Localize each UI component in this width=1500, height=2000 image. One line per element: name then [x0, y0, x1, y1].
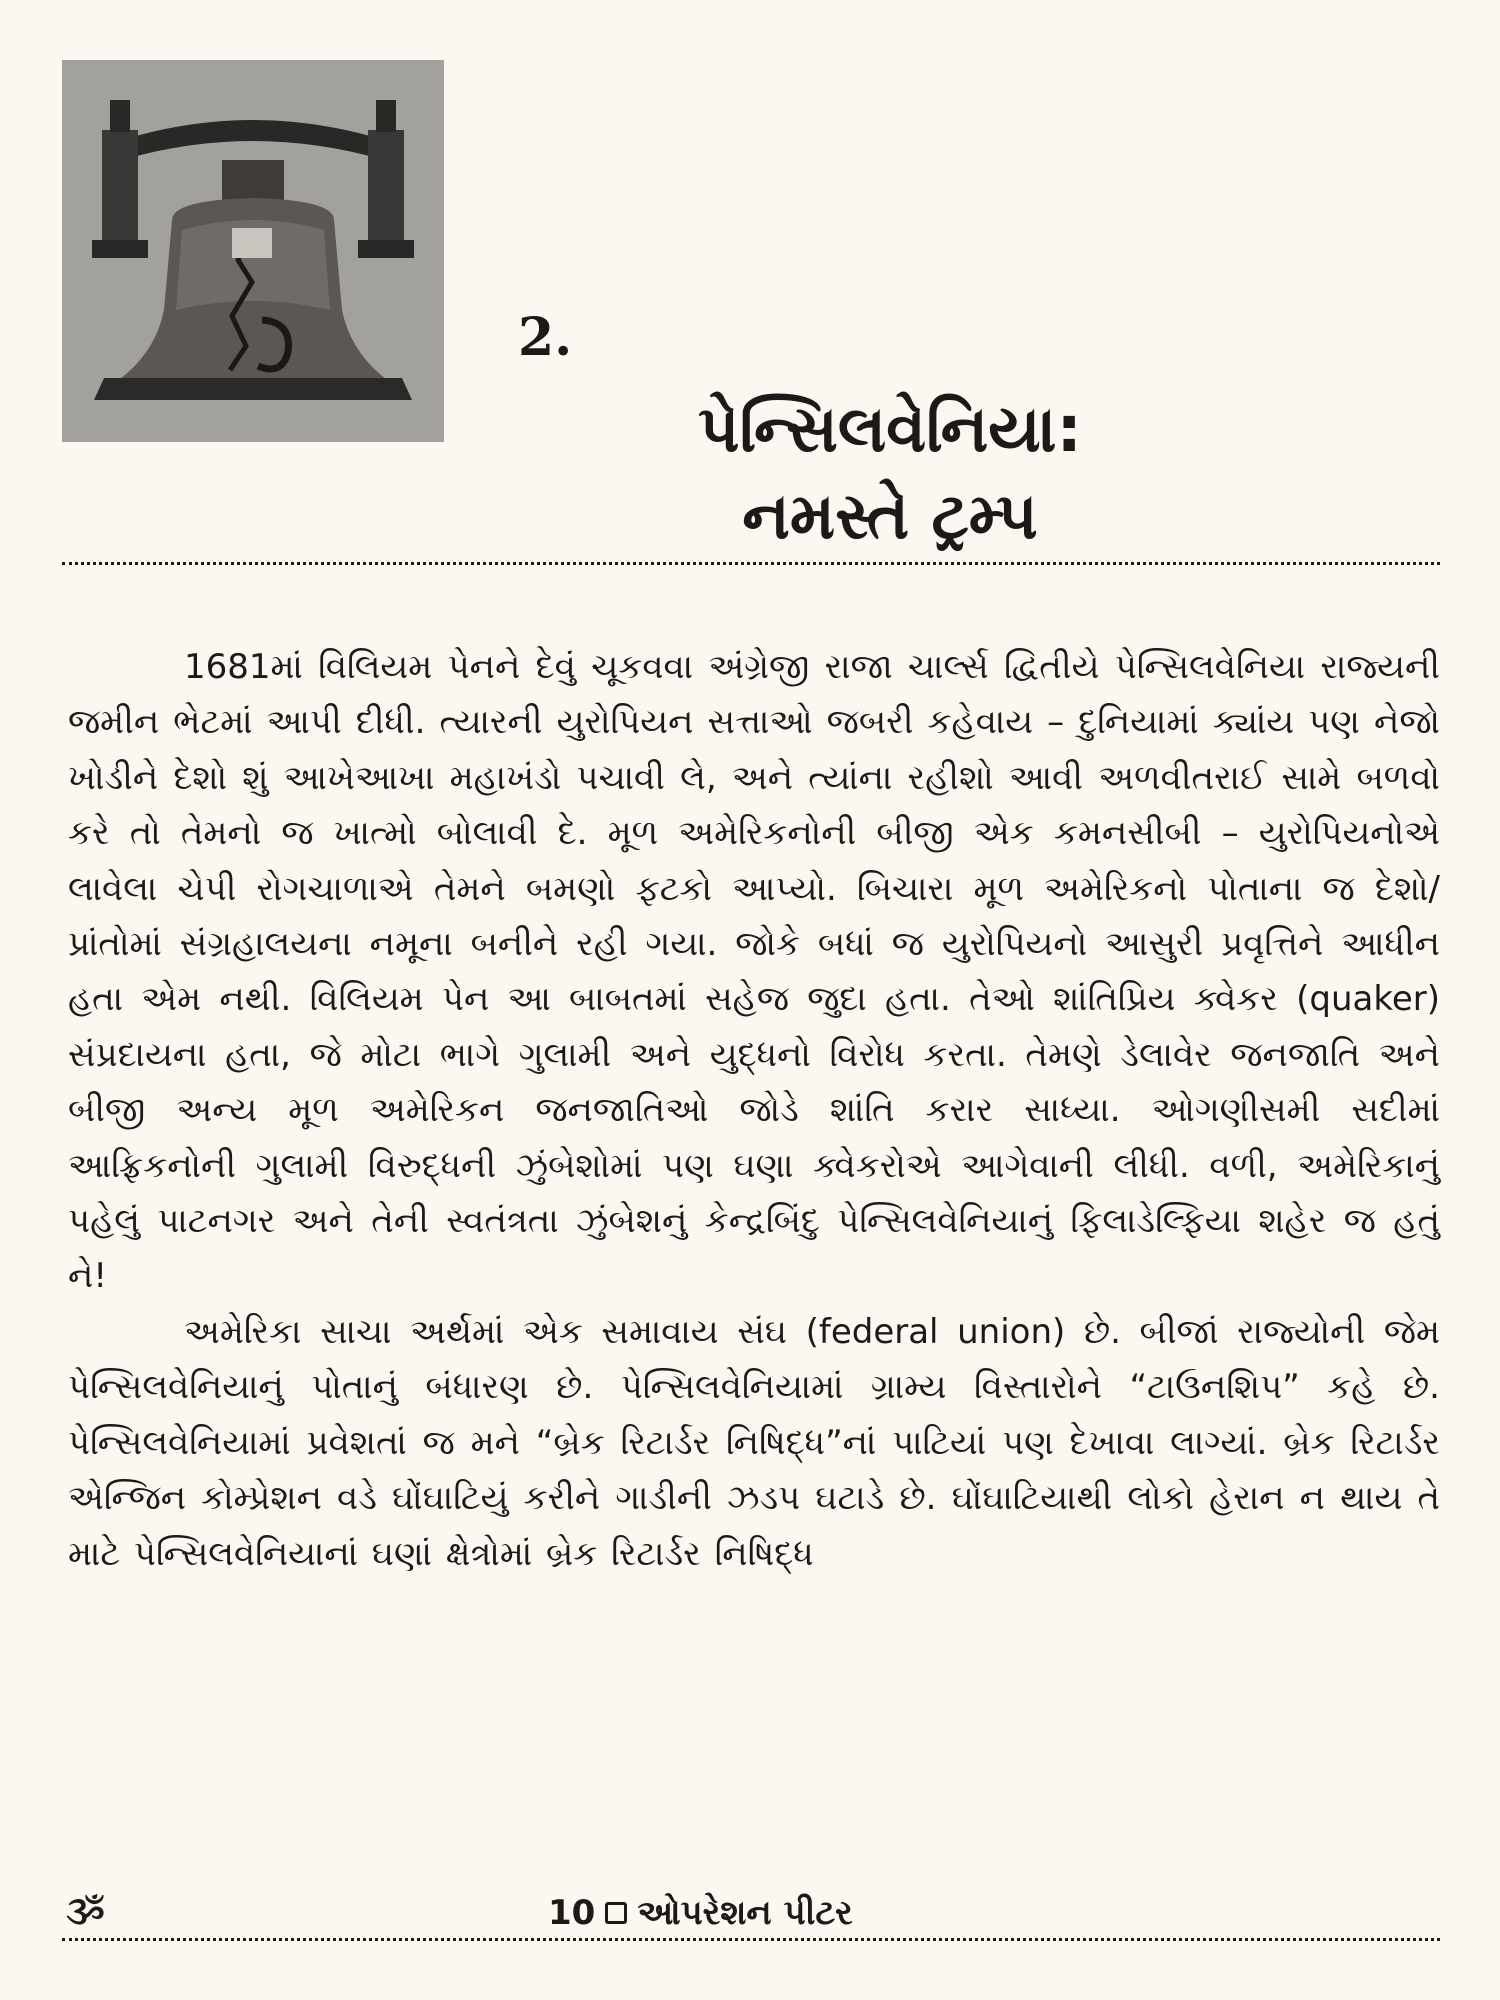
square-icon [605, 1902, 627, 1924]
chapter-title [440, 392, 1340, 556]
heading-divider [62, 562, 1440, 565]
chapter-body [68, 640, 1440, 1582]
liberty-bell-icon [62, 60, 444, 442]
footer-om-symbol: ૐ [66, 1891, 105, 1933]
chapter-number: 2. [518, 307, 573, 368]
paragraph: 1681માં વિલિયમ પેનને દેવું ચૂકવવા અંગ્રેજી રાજા ચાર્લ્સ દ્વિતીયે પેન્સિલવેનિયા રાજ્યની જમીન ભેટમાં આપી દીધી. ત્યારની યુરોપિયન સત્તાઓ જબરી કહેવાય – દુનિયામાં ક્યાંય પણ નેજો ખોડીને દેશો શું આખેઆખા મહાખંડો પચાવી લે, અને ત્યાંના રહીશો આવી અળવીતરાઈ સામે બળવો કરે તો તેમનો જ ખાત્મો બોલાવી દે. મૂળ અમેરિકનોની બીજી એક કમનસીબી – યુરોપિયનોએ લાવેલા ચેપી રોગચાળાએ તેમને બમણો ફટકો આપ્યો. બિચારા મૂળ અમેરિકનો પોતાના જ દેશો/પ્રાંતોમાં સંગ્રહાલયના નમૂના બનીને રહી ગયા. જોકે બધાં જ યુરોપિયનો આસુરી પ્રવૃત્તિને આધીન હતા એમ નથી. વિલિયમ પેન આ બાબતમાં સહેજ જુદા હતા. તેઓ શાંતિપ્રિય ક્વેકર (quaker) સંપ્રદાયના હતા, જે મોટા ભાગે ગુલામી અને યુદ્ધનો વિરોધ કરતા. તેમણે ડેલાવેર જનજાતિ અને બીજી અન્ય મૂળ અમેરિકન જનજાતિઓ જોડે શાંતિ કરાર સાધ્યા. ઓગણીસમી સદીમાં આફ્રિકનોની ગુલામી વિરુદ્ધની ઝુંબેશોમાં પણ ઘણા ક્વેકરોએ આગેવાની લીધી. વળી, અમેરિકાનું પહેલું પાટનગર અને તેની સ્વતંત્રતા ઝુંબેશનું કેન્દ્રબિંદુ પેન્સિલવેનિયાનું ફિલાડેલ્ફિયા શહેર જ હતું ને! [68, 647, 1440, 1297]
book-title: ઓપરેશન પીટર [637, 1893, 853, 1933]
page-number: 10 [548, 1893, 596, 1933]
chapter-title-line-2: નમસ્તે ટ્રમ્પ [742, 479, 1038, 554]
chapter-title-line-1: પેન્સિલવેનિયા: [698, 393, 1082, 467]
page-footer [548, 1893, 853, 1933]
footer-divider [62, 1938, 1440, 1941]
paragraph: અમેરિકા સાચા અર્થમાં એક સમાવાય સંઘ (federal union) છે. બીજાં રાજ્યોની જેમ પેન્સિલવેનિયાનું પોતાનું બંધારણ છે. પેન્સિલવેનિયામાં ગ્રામ્ય વિસ્તારોને “ટાઉનશિપ” કહે છે. પેન્સિલવેનિયામાં પ્રવેશતાં જ મને “બ્રેક રિટાર્ડર નિષિદ્ધ”નાં પાટિયાં પણ દેખાવા લાગ્યાં. બ્રેક રિટાર્ડર એન્જિન કોમ્પ્રેશન વડે ઘોંઘાટિયું કરીને ગાડીની ઝડપ ઘટાડે છે. ઘોંઘાટિયાથી લોકો હેરાન ન થાય તે માટે પેન્સિલવેનિયાનાં ઘણાં ક્ષેત્રોમાં બ્રેક રિટાર્ડર નિષિદ્ધ [68, 1311, 1440, 1574]
